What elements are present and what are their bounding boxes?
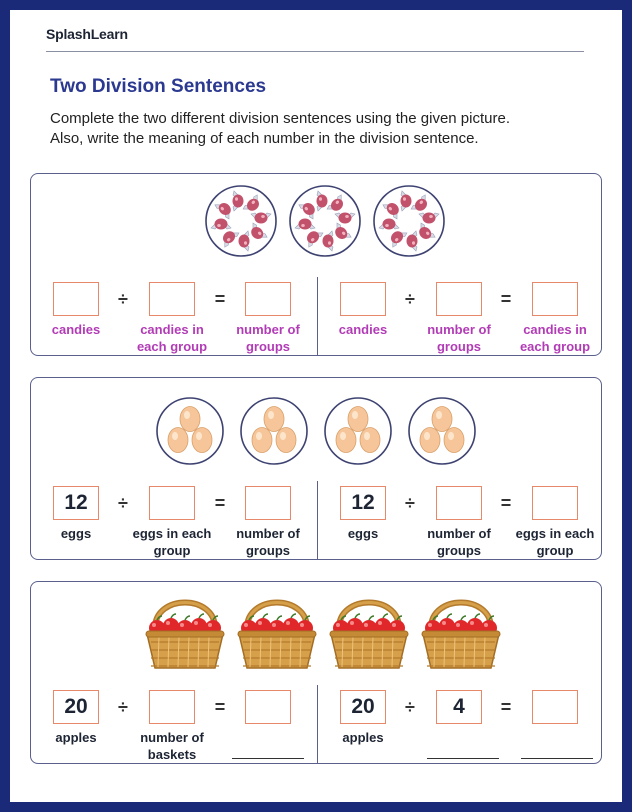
answer-box[interactable]: 4 <box>436 690 482 724</box>
answer-box[interactable]: 20 <box>53 690 99 724</box>
divide-sign: ÷ <box>405 289 415 309</box>
box-label: candies <box>51 322 101 337</box>
problem-panel-eggs <box>30 377 602 560</box>
divide-sign: ÷ <box>118 289 128 309</box>
division-sentence-right <box>31 378 603 561</box>
answer-box[interactable] <box>532 486 578 520</box>
divide-sign: ÷ <box>118 697 128 717</box>
header-divider <box>46 51 584 52</box>
divide-sign: ÷ <box>405 493 415 513</box>
box-label: eggs in each group <box>132 526 212 558</box>
answer-box[interactable] <box>436 282 482 316</box>
box-label: number of groups <box>236 322 300 354</box>
divide-sign: ÷ <box>405 697 415 717</box>
answer-box[interactable] <box>532 282 578 316</box>
worksheet-title: Two Division Sentences <box>50 76 267 97</box>
instruction-line: Also, write the meaning of each number in the division sentence. <box>50 130 479 147</box>
box-label: apples <box>342 730 384 745</box>
answer-box[interactable]: 12 <box>340 486 386 520</box>
division-sentence-right <box>31 174 603 357</box>
equals-sign: = <box>500 697 512 717</box>
write-in-line[interactable] <box>427 758 499 759</box>
instruction-line: Complete the two different division sentences using the given picture. <box>50 110 510 127</box>
divide-sign: ÷ <box>118 493 128 513</box>
answer-box[interactable] <box>532 690 578 724</box>
box-label: number of groups <box>236 526 300 558</box>
brand-logo: SplashLearn <box>46 26 128 42</box>
box-label: eggs in each group <box>515 526 595 558</box>
box-label: number of groups <box>427 526 491 558</box>
answer-box[interactable]: 20 <box>340 690 386 724</box>
write-in-line[interactable] <box>521 758 593 759</box>
instructions <box>50 109 590 149</box>
box-label: candies in each group <box>136 322 208 354</box>
problem-panel-apples <box>30 581 602 764</box>
answer-box[interactable]: 12 <box>53 486 99 520</box>
box-label: eggs <box>347 526 379 541</box>
box-label: number of baskets <box>140 730 204 762</box>
equals-sign: = <box>500 289 512 309</box>
problem-panel-candies <box>30 173 602 356</box>
box-label: candies <box>338 322 388 337</box>
equals-sign: = <box>214 289 226 309</box>
box-label: number of groups <box>427 322 491 354</box>
equals-sign: = <box>214 493 226 513</box>
answer-box[interactable] <box>340 282 386 316</box>
box-label: eggs <box>60 526 92 541</box>
equals-sign: = <box>214 697 226 717</box>
equals-sign: = <box>500 493 512 513</box>
worksheet <box>10 10 622 802</box>
box-label: candies in each group <box>519 322 591 354</box>
division-sentence-right <box>31 582 603 765</box>
answer-box[interactable] <box>436 486 482 520</box>
box-label: apples <box>55 730 97 745</box>
